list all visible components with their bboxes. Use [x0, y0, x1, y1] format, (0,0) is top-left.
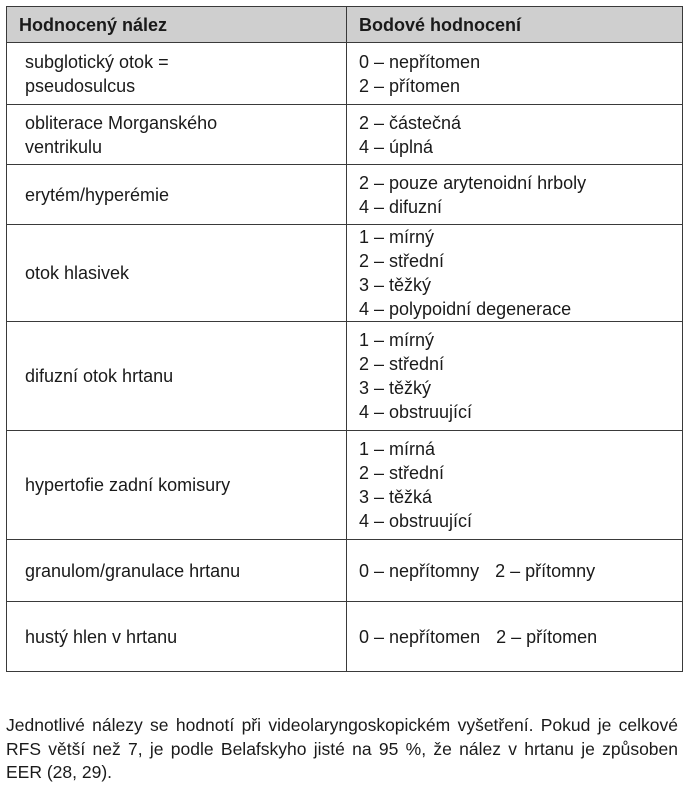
table-row — [7, 431, 683, 540]
finding-cell — [7, 602, 347, 672]
score-cell — [347, 165, 683, 225]
finding-cell — [7, 105, 347, 165]
score-option: 2 – přítomen — [496, 626, 598, 647]
score-option: 2 – částečná — [359, 112, 462, 133]
score-option: 2 – přítomen — [359, 75, 461, 96]
score-option: 0 – nepřítomny — [359, 560, 480, 581]
score-option: 4 – obstruující — [359, 402, 473, 422]
score-option: 1 – mírná — [359, 439, 436, 459]
finding-cell — [7, 431, 347, 540]
finding-text: otok hlasivek — [25, 263, 130, 283]
score-option: 4 – polypoidní degenerace — [359, 299, 572, 319]
finding-text: ventrikulu — [25, 136, 103, 157]
score-option: 2 – střední — [359, 354, 445, 374]
finding-text: pseudosulcus — [25, 75, 136, 96]
score-option: 0 – nepřítomen — [359, 626, 481, 647]
table-row — [7, 602, 683, 672]
table-row — [7, 165, 683, 225]
score-option: 2 – pouze arytenoidní hrboly — [359, 172, 587, 193]
finding-text: erytém/hyperémie — [25, 184, 170, 205]
finding-cell — [7, 165, 347, 225]
finding-cell — [7, 322, 347, 431]
score-option: 2 – přítomny — [495, 560, 596, 581]
score-cell — [347, 225, 683, 322]
finding-cell — [7, 540, 347, 602]
finding-text: hypertofie zadní komisury — [25, 475, 231, 495]
score-option: 0 – nepřítomen — [359, 51, 481, 72]
score-cell — [347, 602, 683, 672]
table-header-row — [7, 7, 683, 43]
finding-text: obliterace Morganského — [25, 112, 218, 133]
finding-text: hustý hlen v hrtanu — [25, 626, 178, 647]
table-row — [7, 225, 683, 322]
score-option: 2 – střední — [359, 463, 445, 483]
finding-text: difuzní otok hrtanu — [25, 366, 174, 386]
score-option: 3 – těžký — [359, 275, 432, 295]
score-option: 4 – úplná — [359, 136, 434, 157]
table-note: Jednotlivé nálezy se hodnotí při videolaryngoskopickém vyšetření. Pokud je celkové RFS větší než 7, je podle Belafskyho jisté na 95 %, že nález v hrtanu je způsoben EER (28, 29). — [6, 715, 678, 782]
header-finding: Hodnocený nález — [7, 7, 347, 43]
score-option: 4 – obstruující — [359, 511, 473, 531]
finding-text: subglotický otok = — [25, 51, 169, 72]
table-row — [7, 540, 683, 602]
table-row — [7, 105, 683, 165]
table-row — [7, 43, 683, 105]
score-option: 4 – difuzní — [359, 196, 443, 217]
score-cell — [347, 431, 683, 540]
score-option: 1 – mírný — [359, 330, 435, 350]
finding-cell — [7, 225, 347, 322]
score-option: 1 – mírný — [359, 227, 435, 247]
score-cell — [347, 540, 683, 602]
finding-cell — [7, 43, 347, 105]
score-cell — [347, 43, 683, 105]
score-option: 3 – těžká — [359, 487, 433, 507]
table-row — [7, 322, 683, 431]
score-cell — [347, 322, 683, 431]
score-option: 3 – těžký — [359, 378, 432, 398]
score-option: 2 – střední — [359, 251, 445, 271]
reflux-finding-score-table — [6, 6, 683, 672]
header-score: Bodové hodnocení — [347, 7, 683, 43]
finding-text: granulom/granulace hrtanu — [25, 560, 241, 581]
score-cell — [347, 105, 683, 165]
